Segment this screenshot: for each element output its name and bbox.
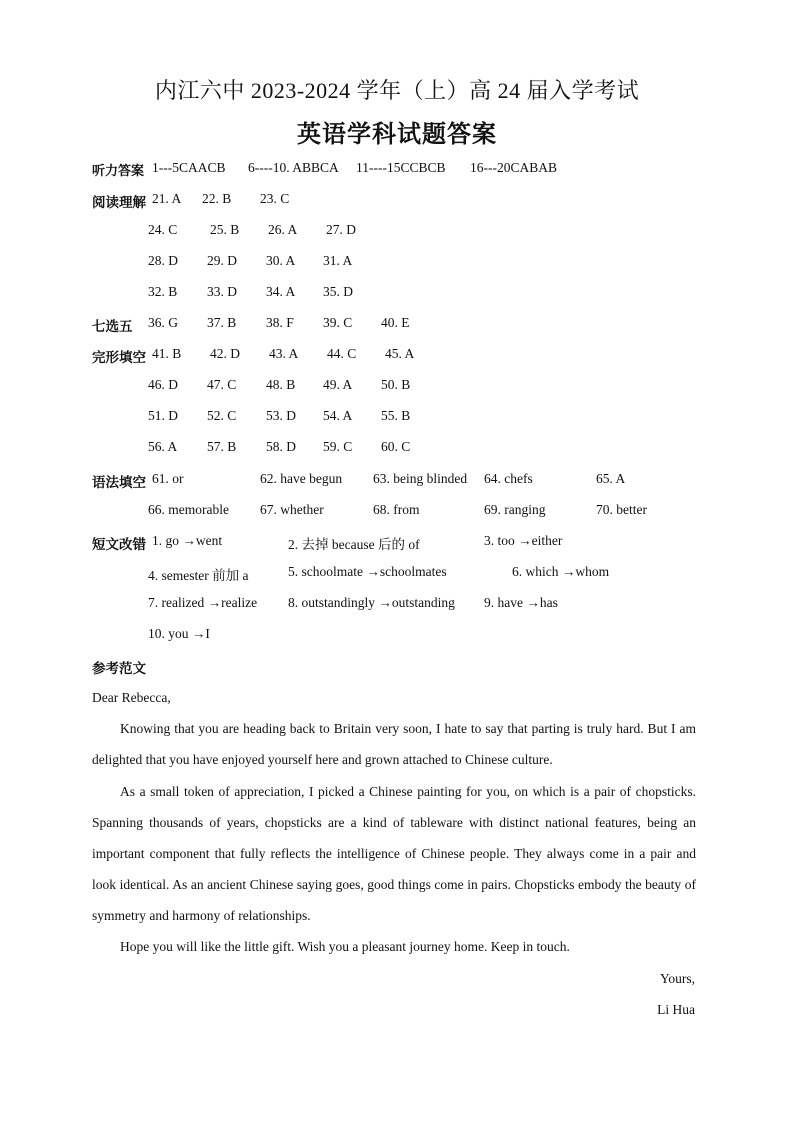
seven-five-answer: 39. C xyxy=(323,315,353,330)
cloze-answer: 54. A xyxy=(323,408,353,423)
reading-answer: 28. D xyxy=(148,253,178,268)
listening-group: 11----15CCBCB xyxy=(356,160,446,175)
correction-label: 短文改错 xyxy=(92,537,146,553)
correction-item: 7. realized →realize xyxy=(148,595,258,610)
reading-answer: 22. B xyxy=(202,191,232,206)
cloze-answer: 58. D xyxy=(266,439,296,454)
listening-group: 6----10. ABBCA xyxy=(248,160,339,175)
grammar-label: 语法填空 xyxy=(92,475,146,491)
grammar-answer: 63. being blinded xyxy=(373,471,468,486)
correction-item: 3. too →either xyxy=(484,533,563,548)
grammar-answer: 65. A xyxy=(596,471,626,486)
reading-answer: 21. A xyxy=(152,191,182,206)
cloze-label: 完形填空 xyxy=(92,350,146,366)
grammar-answer: 61. or xyxy=(152,471,184,486)
essay-paragraph: Hope you will like the little gift. Wish you a pleasant journey home. Keep in touch. xyxy=(120,939,570,954)
cloze-answer: 46. D xyxy=(148,377,178,392)
grammar-answer: 68. from xyxy=(373,502,420,517)
page-subtitle: 英语学科试题答案 xyxy=(297,122,497,148)
cloze-answer: 41. B xyxy=(152,346,182,361)
grammar-answer: 70. better xyxy=(596,502,647,517)
reading-answer: 23. C xyxy=(260,191,290,206)
seven-five-answer: 37. B xyxy=(207,315,237,330)
essay-label: 参考范文 xyxy=(92,661,146,677)
seven-five-answer: 40. E xyxy=(381,315,410,330)
correction-item: 6. which →whom xyxy=(512,564,610,579)
cloze-answer: 44. C xyxy=(327,346,357,361)
grammar-answer: 64. chefs xyxy=(484,471,533,486)
page-title: 内江六中 2023-2024 学年（上）高 24 届入学考试 xyxy=(154,78,640,103)
seven-five-answer: 36. G xyxy=(148,315,178,330)
listening-section xyxy=(92,160,144,179)
grammar-answer: 66. memorable xyxy=(148,502,229,517)
listening-label: 听力答案 xyxy=(92,164,145,179)
cloze-answer: 49. A xyxy=(323,377,353,392)
grammar-answer: 67. whether xyxy=(260,502,324,517)
cloze-answer: 47. C xyxy=(207,377,237,392)
reading-label: 阅读理解 xyxy=(92,195,146,211)
grammar-answer: 69. ranging xyxy=(484,502,546,517)
reading-answer: 33. D xyxy=(207,284,237,299)
reading-answer: 25. B xyxy=(210,222,240,237)
correction-item: 1. go →went xyxy=(152,533,223,548)
correction-item: 9. have →has xyxy=(484,595,558,610)
essay-paragraph: As a small token of appreciation, I picked a Chinese painting for you, on which is a pair of chopsticks. Spanning thousands of years, chopsticks are a kind of tableware with distinct national features, being an important component that fully reflects the intelligence of Chinese people. They always come in a pair and look identical. As an ancient Chinese saying goes, good things come in pairs. Chopsticks embody the beauty of symmetry and harmony of relationships. xyxy=(92,784,696,923)
reading-answer: 30. A xyxy=(266,253,296,268)
cloze-answer: 60. C xyxy=(381,439,411,454)
reading-answer: 35. D xyxy=(323,284,353,299)
cloze-answer: 59. C xyxy=(323,439,353,454)
cloze-answer: 43. A xyxy=(269,346,299,361)
essay-paragraph: Knowing that you are heading back to Britain very soon, I hate to say that parting is truly hard. But I am delighted that you have enjoyed yourself here and grown attached to Chinese culture. xyxy=(92,721,696,767)
cloze-answer: 51. D xyxy=(148,408,178,423)
letter-signature: Li Hua xyxy=(657,1002,695,1017)
listening-group: 1---5CAACB xyxy=(152,160,226,175)
seven-five-label: 七选五 xyxy=(92,319,133,335)
reading-answer: 27. D xyxy=(326,222,356,237)
reading-answer: 32. B xyxy=(148,284,178,299)
letter-closing: Yours, xyxy=(659,971,695,986)
letter-greeting: Dear Rebecca, xyxy=(92,690,171,705)
seven-five-answer: 38. F xyxy=(266,315,294,330)
grammar-answer: 62. have begun xyxy=(260,471,343,486)
correction-item: 4. semester 前加 a xyxy=(148,568,249,583)
listening-group: 16---20CABAB xyxy=(470,160,557,175)
reading-answer: 24. C xyxy=(148,222,178,237)
correction-item: 10. you →I xyxy=(148,626,210,641)
reading-answer: 29. D xyxy=(207,253,237,268)
cloze-answer: 42. D xyxy=(210,346,240,361)
correction-item: 8. outstandingly →outstanding xyxy=(288,595,455,610)
reading-answer: 34. A xyxy=(266,284,296,299)
cloze-answer: 57. B xyxy=(207,439,237,454)
cloze-answer: 55. B xyxy=(381,408,411,423)
cloze-answer: 56. A xyxy=(148,439,178,454)
cloze-answer: 50. B xyxy=(381,377,411,392)
correction-item: 5. schoolmate →schoolmates xyxy=(288,564,447,579)
cloze-answer: 52. C xyxy=(207,408,237,423)
reading-answer: 31. A xyxy=(323,253,353,268)
cloze-answer: 53. D xyxy=(266,408,296,423)
reading-answer: 26. A xyxy=(268,222,298,237)
cloze-answer: 45. A xyxy=(385,346,415,361)
correction-item: 2. 去掉 because 后的 of xyxy=(288,537,420,552)
cloze-answer: 48. B xyxy=(266,377,296,392)
